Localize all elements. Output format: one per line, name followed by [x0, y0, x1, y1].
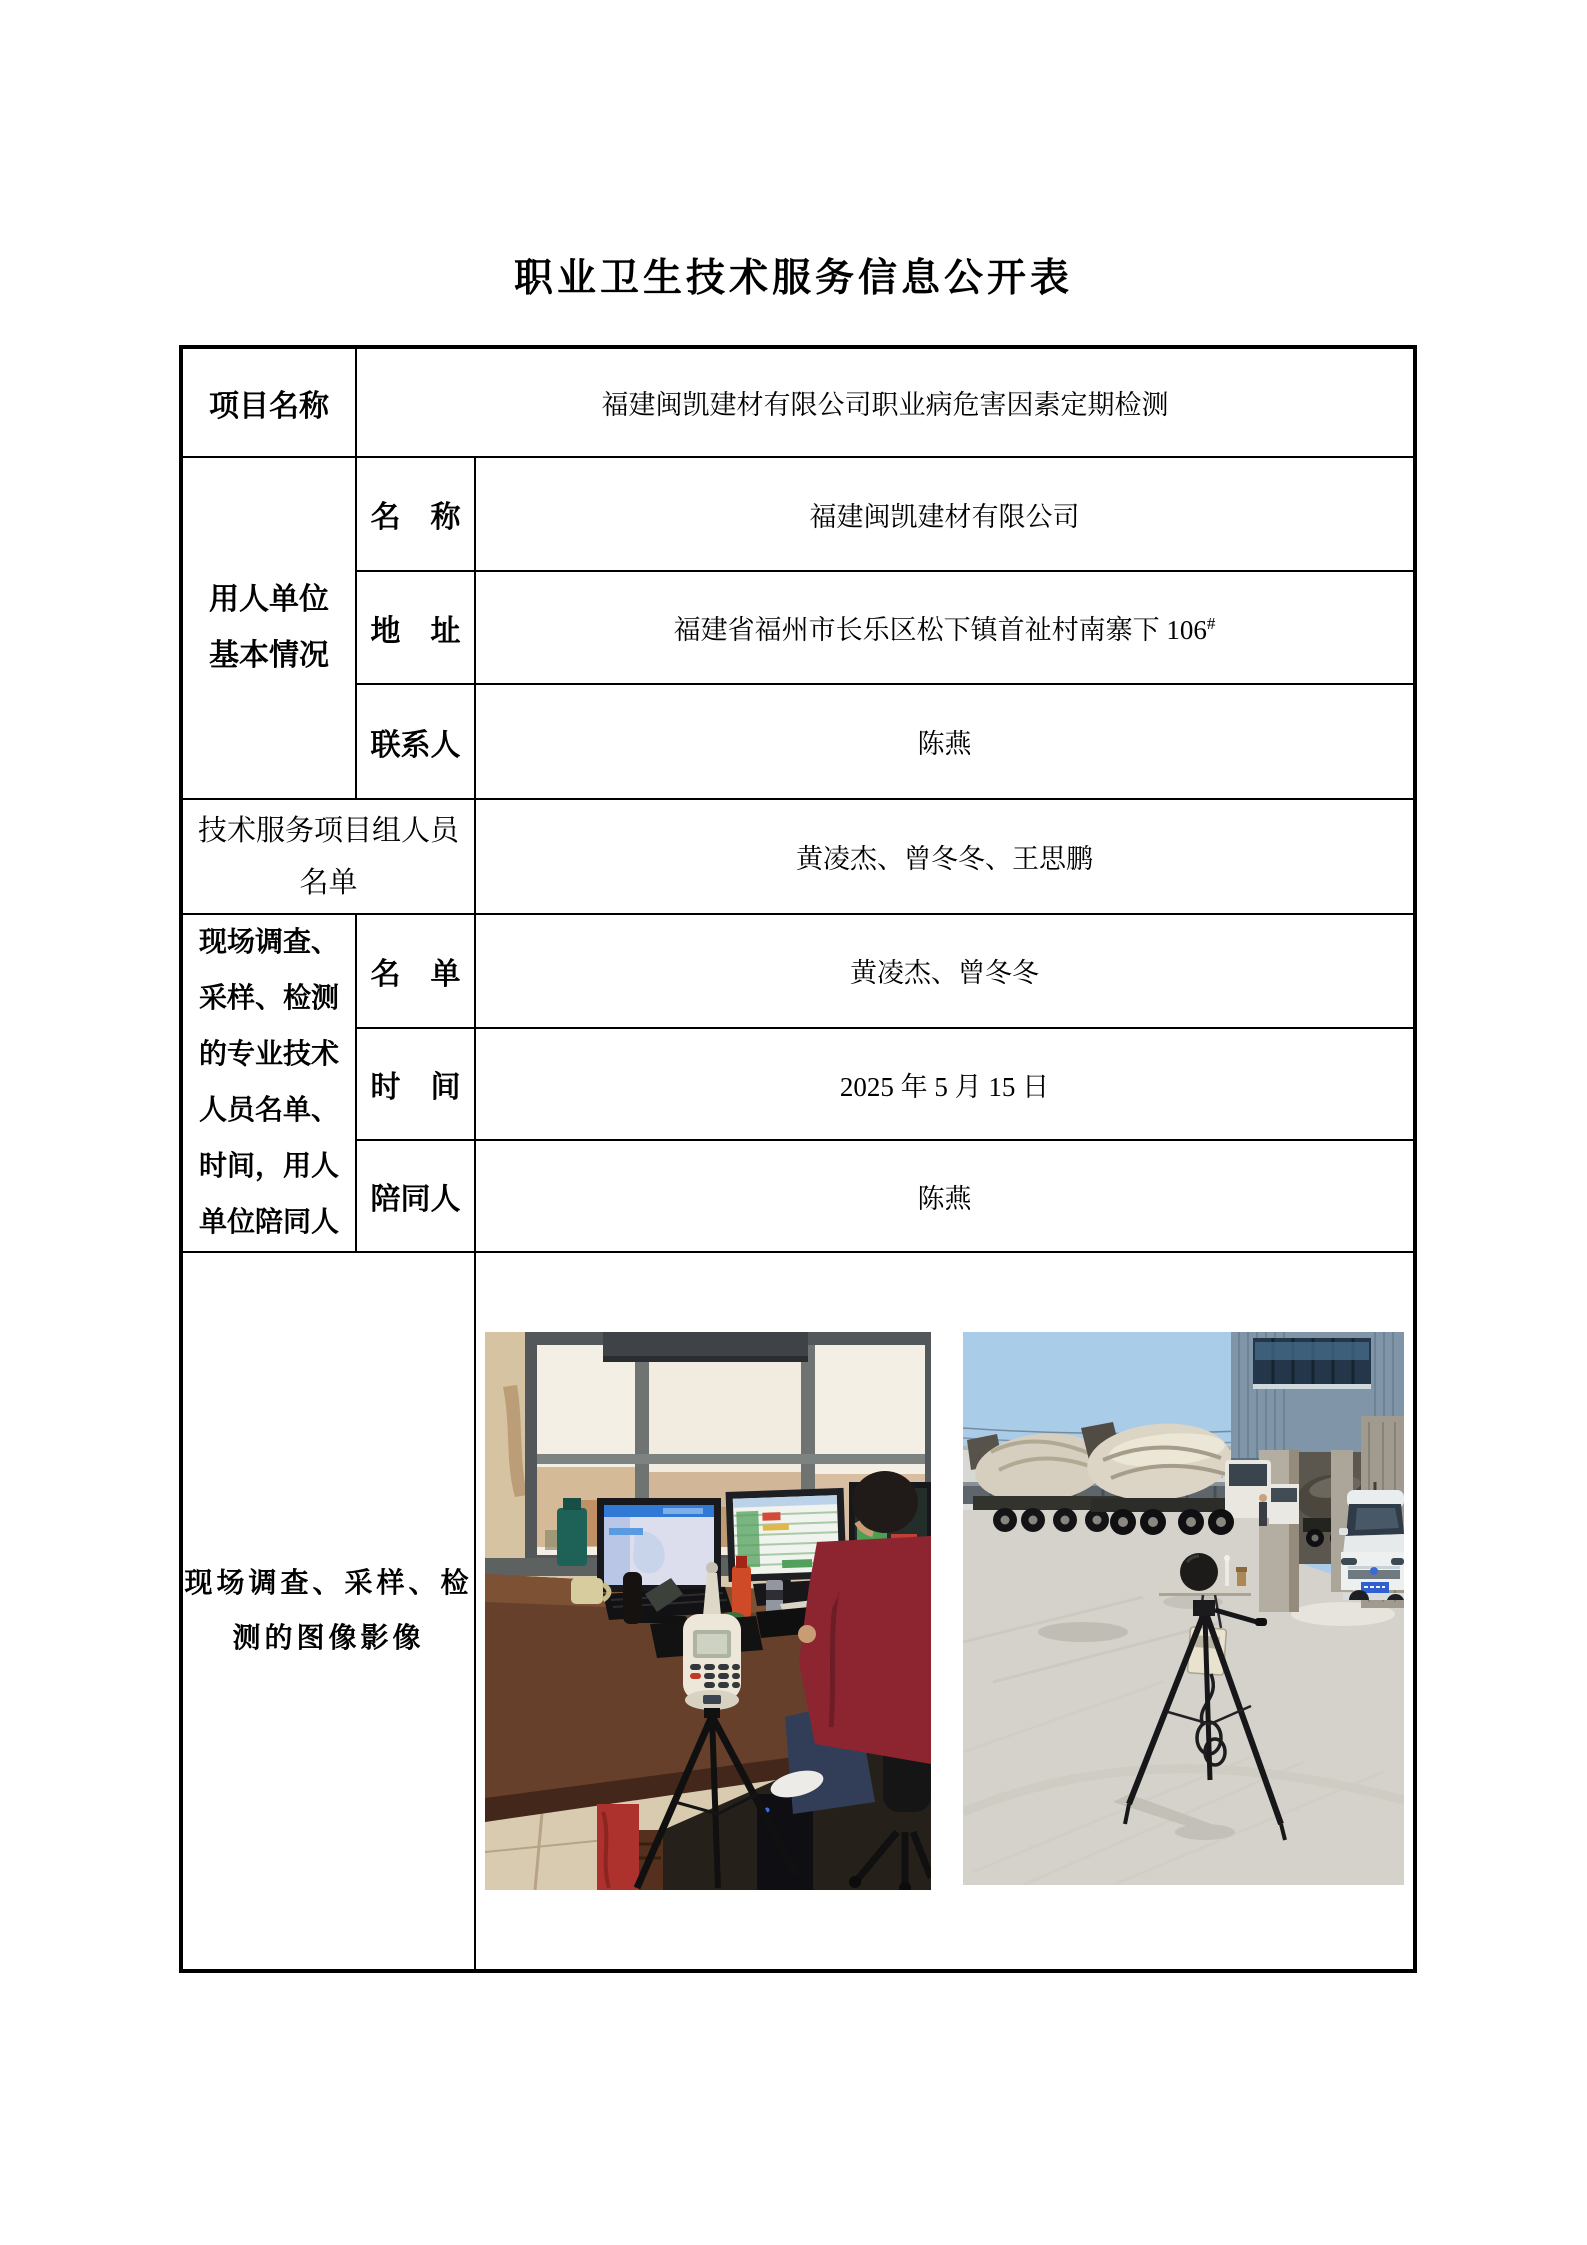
table-row — [181, 684, 1415, 799]
employer-address-value — [475, 571, 1415, 684]
fieldwork-roster-label: 名 单 — [356, 914, 475, 1028]
fieldwork-roster-value: 黄凌杰、曾冬冬 — [475, 914, 1415, 1028]
table-row — [181, 914, 1415, 1028]
address-superscript: # — [1206, 614, 1216, 633]
media-photos-cell — [475, 1252, 1415, 1971]
employer-address-label: 地 址 — [356, 571, 475, 684]
team-section-label — [181, 799, 475, 914]
address-text: 福建省福州市长乐区松下镇首祉村南寨下 106 — [673, 615, 1207, 645]
table-row — [181, 457, 1415, 571]
table-row — [181, 1140, 1415, 1252]
employer-section-label — [181, 457, 356, 799]
media-label-line2: 测的图像影像 — [232, 1623, 425, 1654]
employer-contact-label: 联系人 — [356, 684, 475, 799]
fieldwork-escort-label: 陪同人 — [356, 1140, 475, 1252]
media-label-line1: 现场调查、采样、检 — [184, 1568, 473, 1599]
fieldwork-label-line4: 人员名单、 — [198, 1095, 339, 1126]
employer-name-label: 名 称 — [356, 457, 475, 571]
fieldwork-label-line6: 单位陪同人 — [198, 1207, 339, 1238]
employer-contact-value: 陈燕 — [475, 684, 1415, 799]
project-name-value: 福建闽凯建材有限公司职业病危害因素定期检测 — [356, 347, 1415, 457]
fieldwork-time-value: 2025 年 5 月 15 日 — [475, 1028, 1415, 1141]
employer-label-line1: 用人单位 — [209, 583, 329, 616]
fieldwork-label-line2: 采样、检测 — [198, 983, 339, 1014]
fieldwork-label-line3: 的专业技术 — [198, 1039, 339, 1070]
table-row — [181, 347, 1415, 457]
info-table — [179, 345, 1417, 1973]
fieldwork-escort-value: 陈燕 — [475, 1140, 1415, 1252]
team-label-line1: 技术服务项目组人员 — [197, 814, 459, 847]
fieldwork-label-line5: 时间，用人 — [198, 1151, 339, 1182]
team-label-line2: 名单 — [299, 866, 358, 899]
employer-name-value: 福建闽凯建材有限公司 — [475, 457, 1415, 571]
table-row — [181, 1252, 1415, 1971]
employer-label-line2: 基本情况 — [209, 639, 329, 672]
outdoor-wbgt-monitoring-photo — [963, 1332, 1404, 1885]
table-row — [181, 571, 1415, 684]
page-title: 职业卫生技术服务信息公开表 — [513, 257, 1073, 300]
project-name-label: 项目名称 — [181, 347, 356, 457]
media-section-label — [181, 1252, 475, 1971]
fieldwork-label-block — [199, 915, 339, 1251]
fieldwork-time-label: 时 间 — [356, 1028, 475, 1141]
fieldwork-label-line1: 现场调查、 — [198, 927, 339, 958]
fieldwork-section-label — [181, 914, 356, 1252]
table-row — [181, 799, 1415, 914]
indoor-noise-monitoring-photo — [485, 1332, 931, 1890]
roller-blind — [603, 1332, 808, 1362]
table-row — [181, 1028, 1415, 1141]
team-roster-value: 黄凌杰、曾冬冬、王思鹏 — [475, 799, 1415, 914]
